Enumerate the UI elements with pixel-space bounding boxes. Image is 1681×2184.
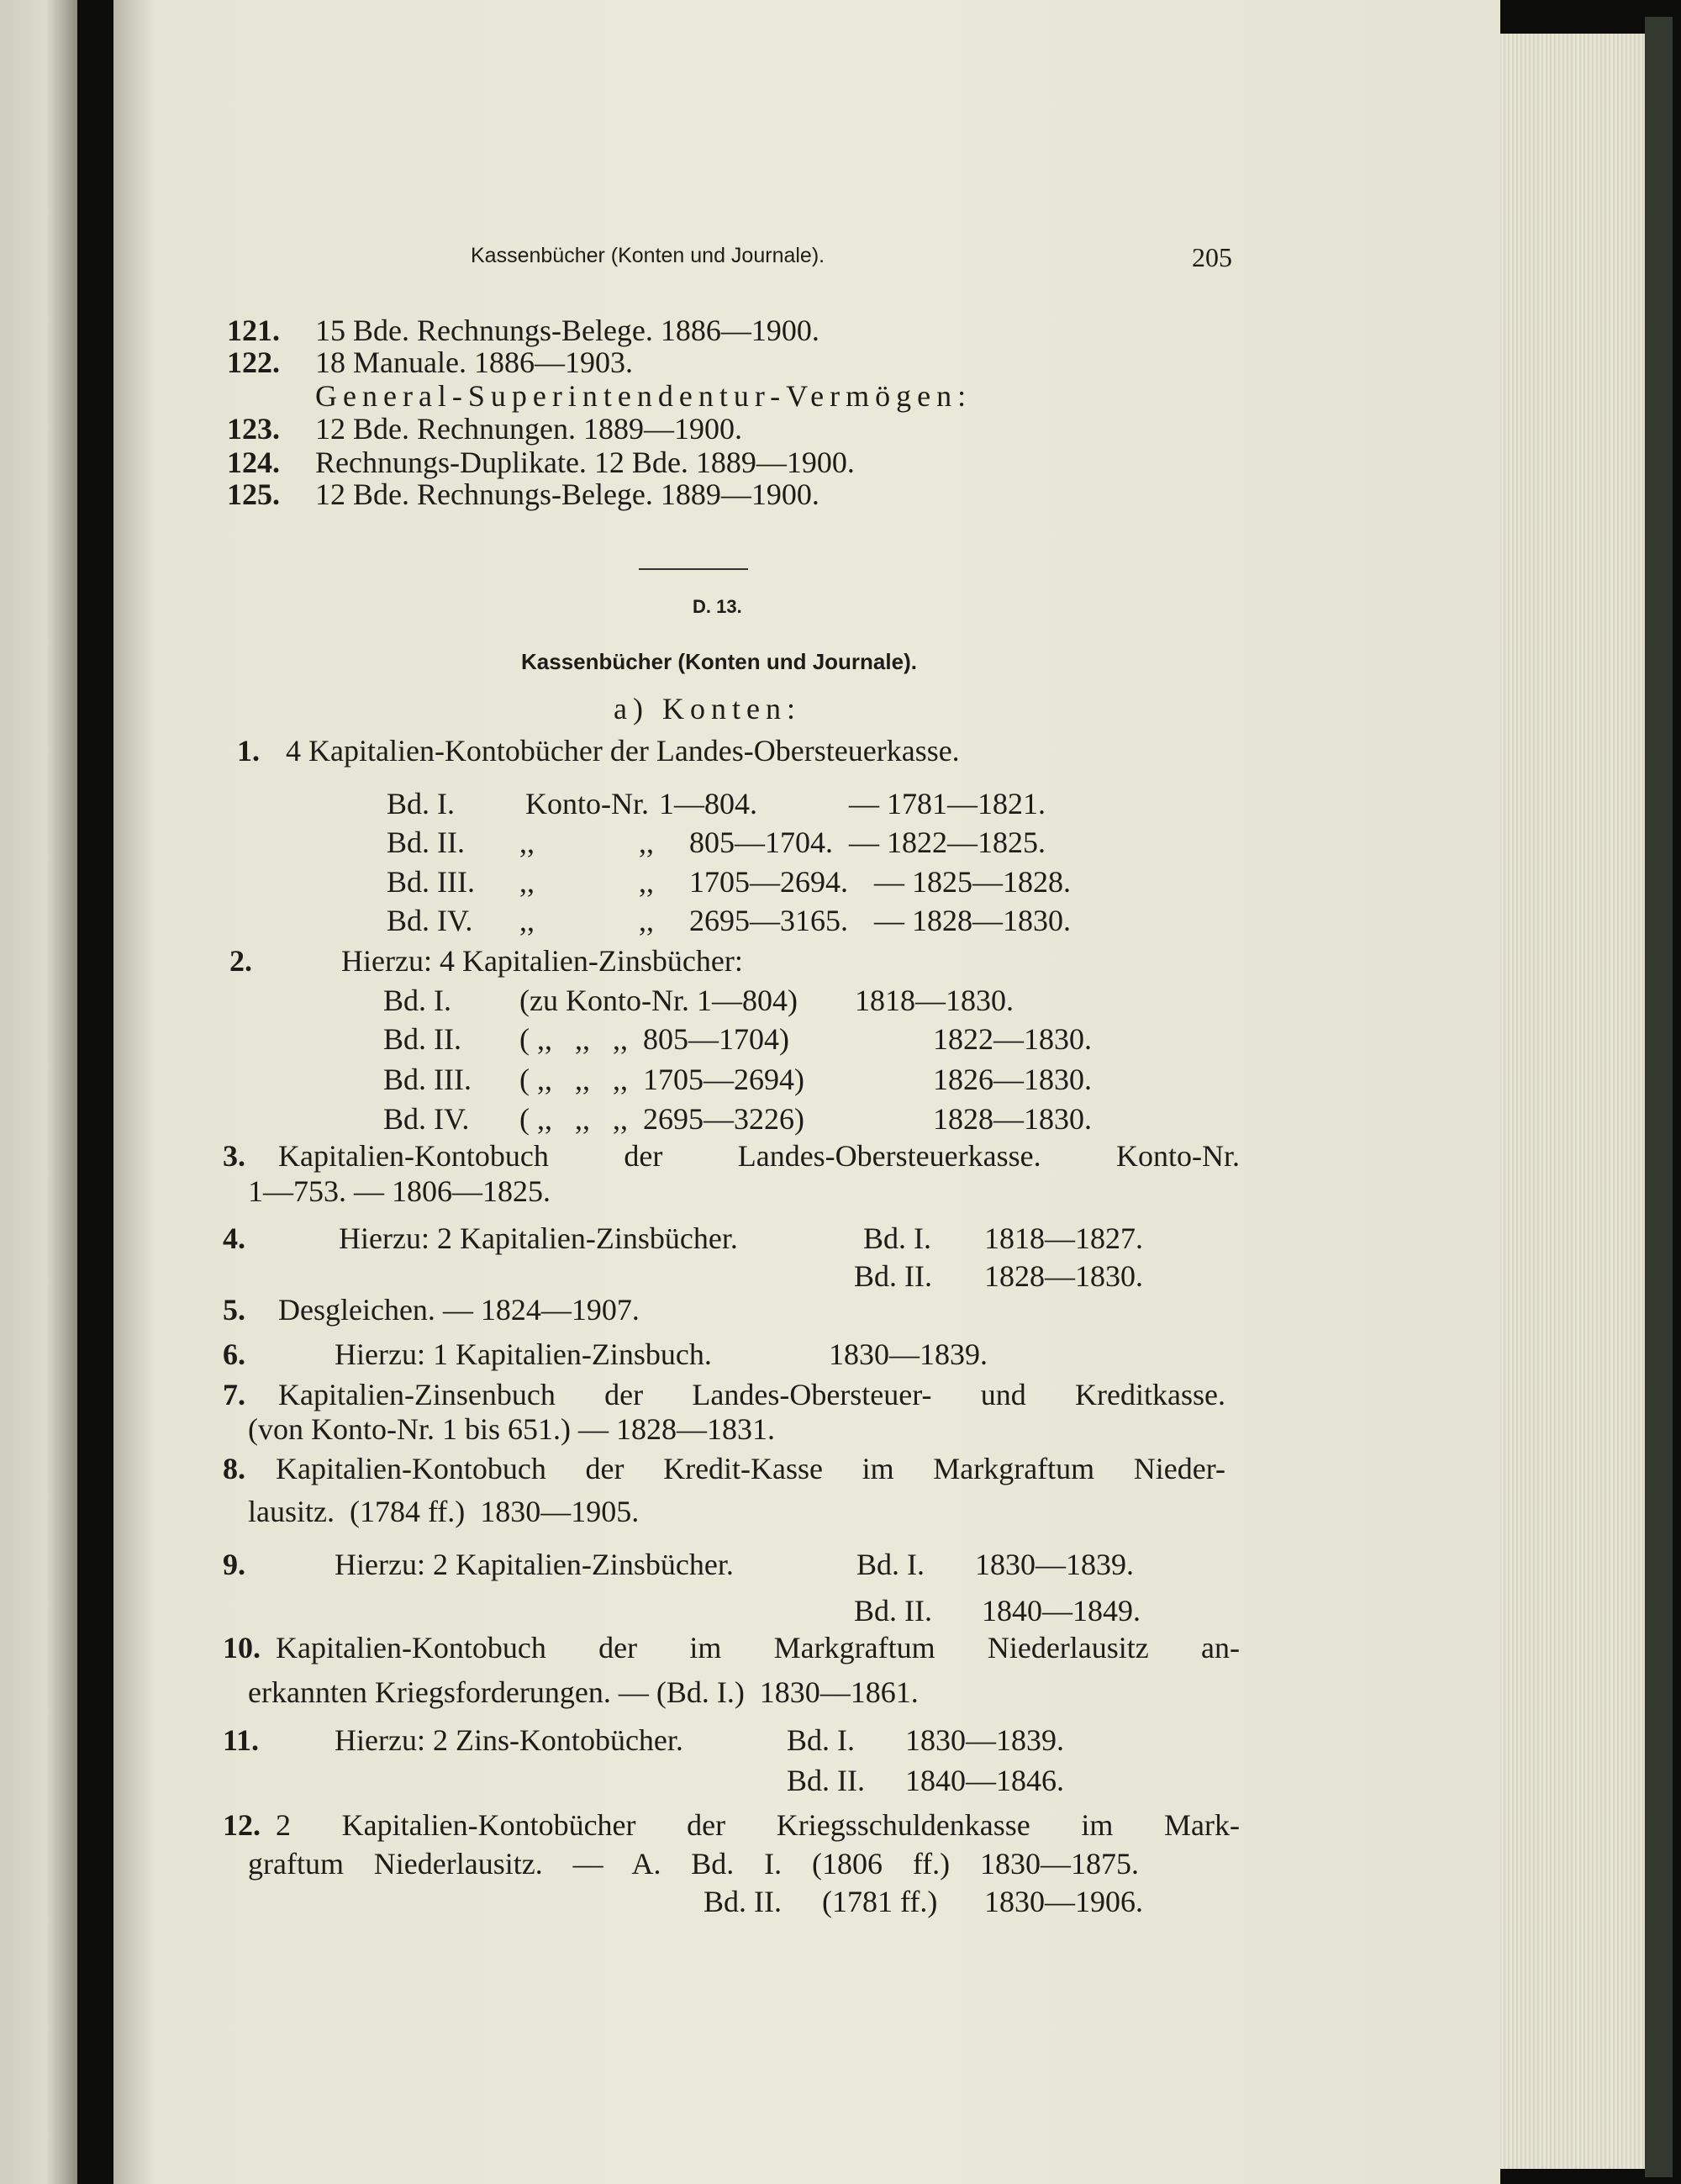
facing-page-edge [0,0,77,2184]
page-stack-edge [1500,34,1645,2169]
entry-3-cont: 1—753. — 1806—1825. [248,1174,551,1208]
section-id: D. 13. [693,596,742,617]
running-title: Kassenbücher (Konten und Journale). [471,244,825,267]
section-divider [639,568,748,570]
book-cover-edge [1645,17,1673,2177]
entry-8-cont: lausitz. (1784 ff.) 1830—1905. [248,1495,640,1528]
section-title: Kassenbücher (Konten und Journale). [521,649,917,674]
entry-10-cont: erkannten Kriegsforderungen. — (Bd. I.) 1830—1861. [248,1675,919,1709]
subsection-konten: a) Konten: [614,692,801,725]
page-number: 205 [1192,242,1232,272]
entry-7-cont: (von Konto-Nr. 1 bis 651.) — 1828—1831. [248,1412,775,1446]
subheading-general-superintendentur: General-Superintendentur-Vermögen: [315,379,972,413]
